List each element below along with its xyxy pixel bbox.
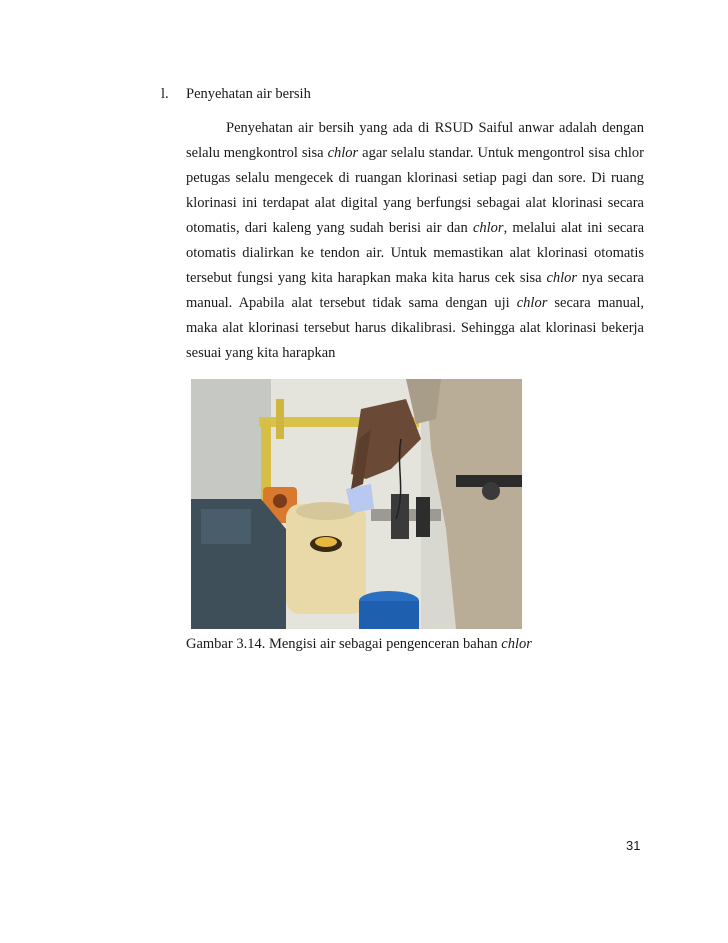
- italic-term: chlor: [327, 145, 359, 161]
- paragraph-text: , melalui alat ini secara otomatis dialirkan ke tendon air. Untuk memastikan alat klorinasi otomatis tersebut fungsi yang kita harapkan maka kita harus cek sisa: [186, 220, 645, 286]
- figure-photo: [191, 379, 522, 629]
- chlorination-room-photo: [191, 379, 522, 629]
- italic-term: chlor: [516, 295, 548, 311]
- section-title: Penyehatan air bersih: [186, 86, 311, 102]
- paragraph-text: secara manual, maka alat klorinasi tersebut harus dikalibrasi. Sehingga alat klorinasi bekerja sesuai yang kita harapkan: [186, 295, 644, 361]
- italic-term: chlor: [546, 270, 578, 286]
- paragraph-text: agar selalu standar. Untuk mengontrol sisa chlor petugas selalu mengecek di ruangan klorinasi setiap pagi dan sore. Di ruang klorinasi ini terdapat alat digital yang berfungsi sebagai alat klorinasi secara otomatis, dari kaleng yang sudah berisi air dan: [186, 145, 644, 236]
- body-paragraph: [186, 116, 644, 366]
- page-number: 31: [626, 838, 641, 853]
- section-number: l.: [161, 86, 169, 102]
- paragraph-text: Penyehatan air bersih yang ada di RSUD Saiful anwar adalah dengan selalu mengkontrol sisa: [186, 120, 644, 161]
- figure-caption: [186, 636, 532, 653]
- caption-italic: chlor: [501, 636, 532, 652]
- caption-text: Gambar 3.14. Mengisi air sebagai pengenceran bahan: [186, 636, 502, 652]
- paragraph-text: nya secara manual. Apabila alat tersebut tidak sama dengan uji: [186, 270, 644, 311]
- italic-term: chlor: [472, 220, 504, 236]
- section-heading: [161, 86, 311, 103]
